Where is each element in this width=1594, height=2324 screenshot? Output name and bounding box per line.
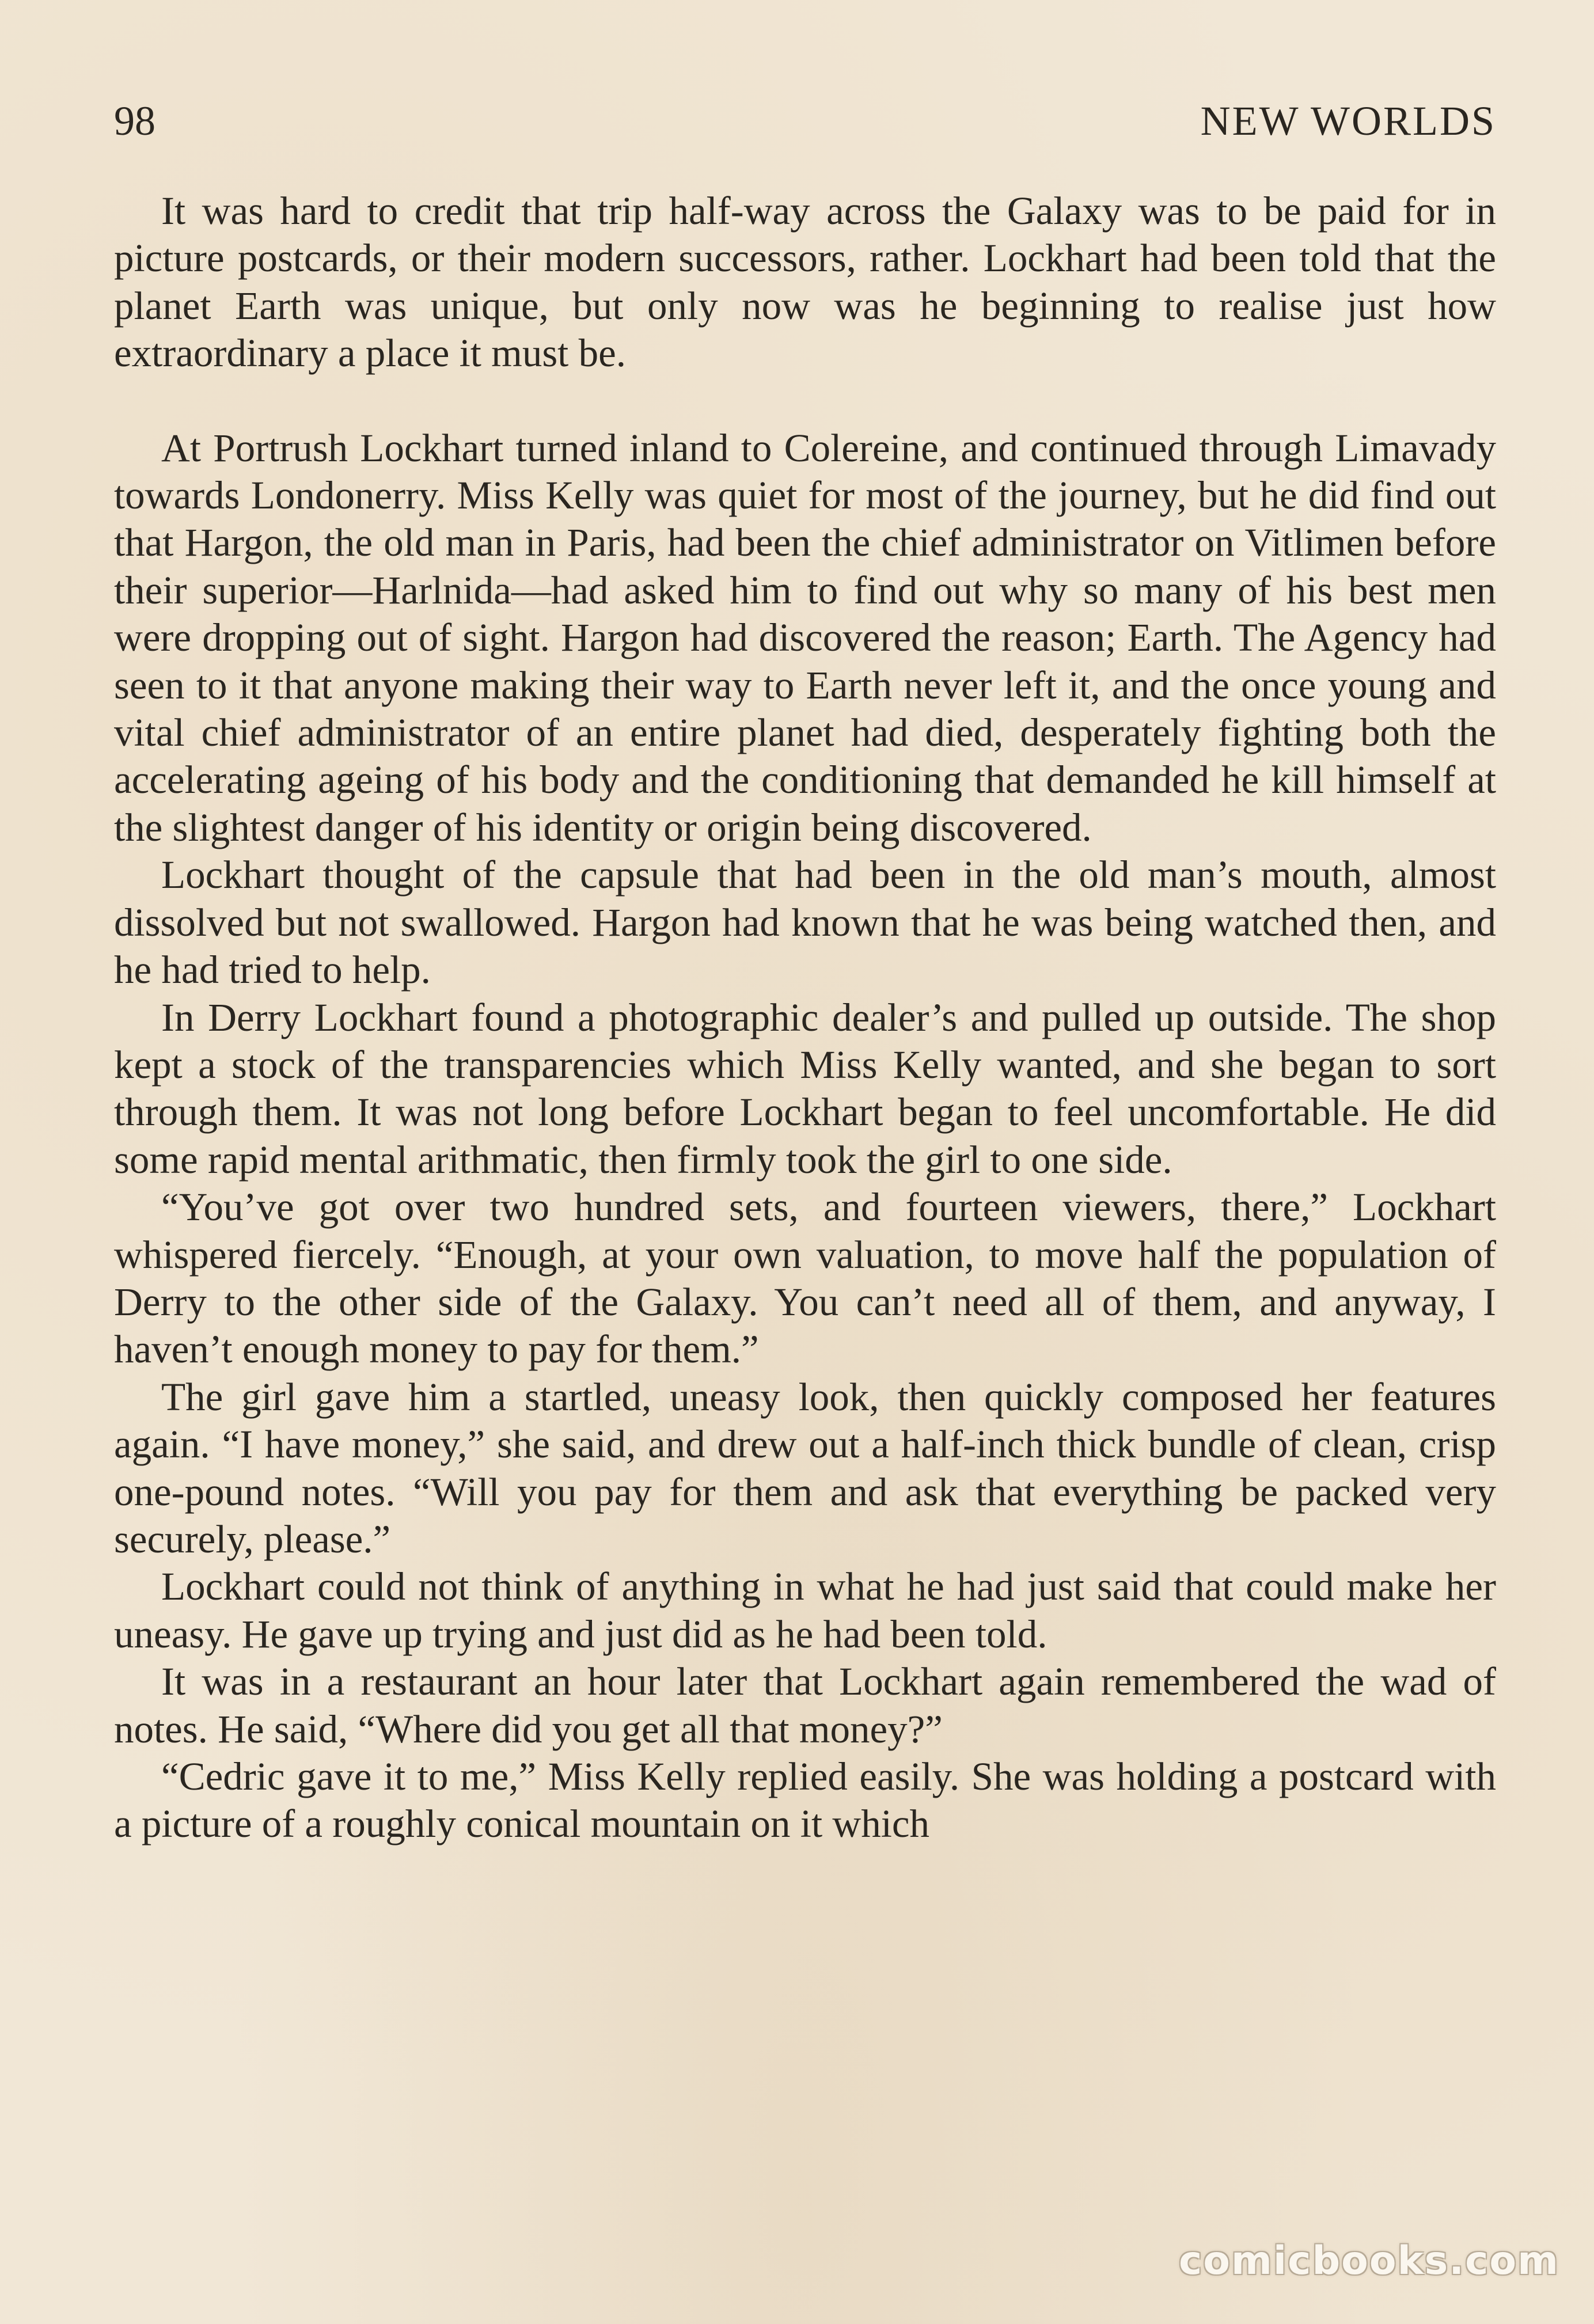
paragraph: It was hard to credit that trip half-way across the Galaxy was to be paid for in picture postcards, or their modern successors, rather. Lockhart had been told that the planet Earth was unique, but only now was he beginning to realise just how extraordinary a place it must be. (114, 189, 1496, 375)
paragraph: “Cedric gave it to me,” Miss Kelly replied easily. She was holding a postcard with a picture of a roughly conical mountain on it which (114, 1755, 1496, 1846)
paragraph: Lockhart could not think of anything in what he had just said that could make her uneasy. He gave up trying and just did as he had been told. (114, 1564, 1496, 1656)
paragraph: At Portrush Lockhart turned inland to Colereine, and continued through Limavady towards Londonerry. Miss Kelly was quiet for most of the journey, but he did find out that Hargon, the old man in Paris, had been the chief administrator on Vitlimen before their superior—Harlnida—had asked him to find out why so many of his best men were dropping out of sight. Hargon had discovered the reason; Earth. The Agency had seen to it that anyone making their way to Earth never left it, and the once young and vital chief administrator of an entire planet had died, desperately fighting both the accelerating ageing of his body and the conditioning that demanded he kill himself at the slightest danger of his identity or origin being discovered. (114, 426, 1496, 849)
paragraph: “You’ve got over two hundred sets, and fourteen viewers, there,” Lockhart whispered fiercely. “Enough, at your own valuation, to move half the population of Derry to the other side of the Galaxy. You can’t need all of them, and anyway, I haven’t enough money to pay for them.” (114, 1185, 1496, 1372)
watermark: comicbooks.com (1178, 2238, 1559, 2284)
paragraph: The girl gave him a startled, uneasy look, then quickly composed her features again. “I have money,” she said, and drew out a half-inch thick bundle of clean, crisp one-pound notes. “Will you pay for them and ask that everything be packed very securely, please.” (114, 1374, 1496, 1561)
paragraph: Lockhart thought of the capsule that had been in the old man’s mouth, almost dissolved but not swallowed. Hargon had known that he was being watched then, and he had tried to help. (114, 853, 1496, 992)
paragraph: It was in a restaurant an hour later that Lockhart again remembered the wad of notes. He said, “Where did you get all that money?” (114, 1660, 1496, 1751)
body-text (114, 187, 1496, 1848)
page-number: 98 (114, 98, 155, 144)
paragraph: In Derry Lockhart found a photographic dealer’s and pulled up outside. The shop kept a stock of the transparencies which Miss Kelly wanted, and she began to sort through them. It was not long before Lockhart began to feel uncomfortable. He did some rapid mental arithmatic, then firmly took the girl to one side. (114, 995, 1496, 1182)
running-title: NEW WORLDS (1200, 98, 1496, 144)
running-head (114, 86, 1496, 155)
